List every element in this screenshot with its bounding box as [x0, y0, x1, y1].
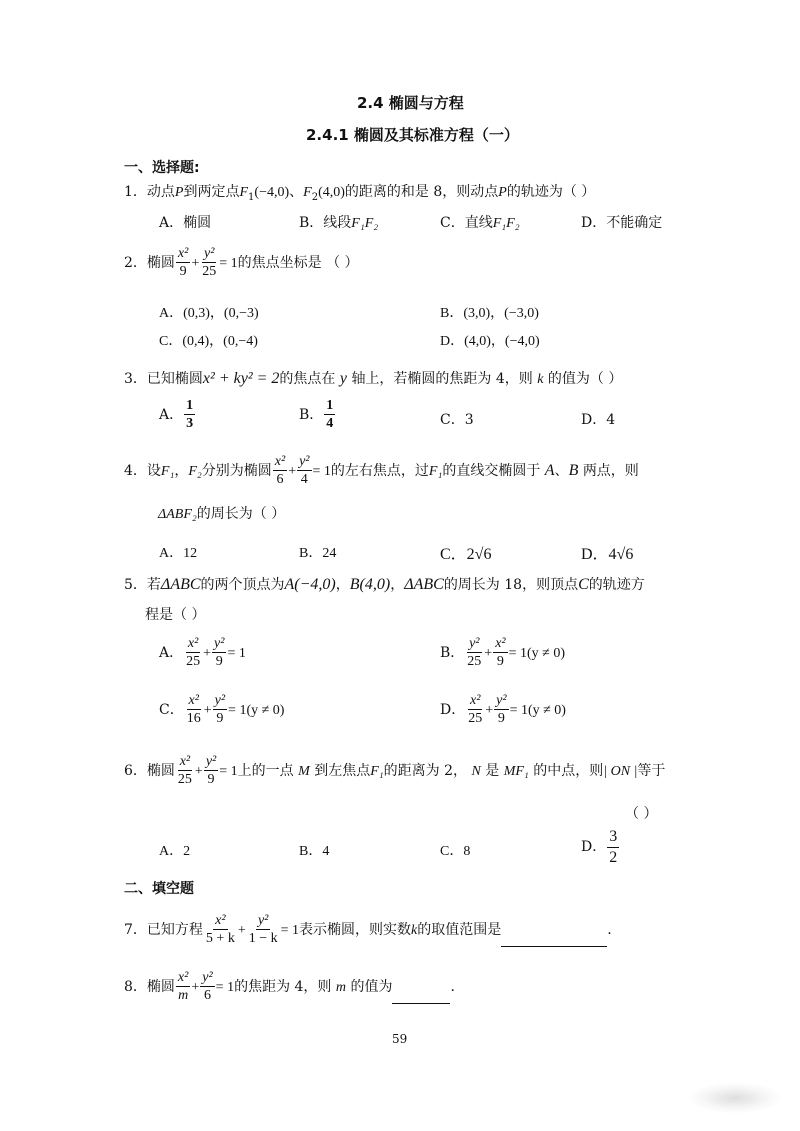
q6-answer-paren: （ ） — [625, 806, 658, 822]
q1-option-d[interactable]: D．不能确定 — [581, 215, 663, 231]
q2-option-d[interactable]: D．(4,0)，(−4,0) — [440, 334, 540, 349]
page-title: 2.4 椭圆与方程 — [357, 94, 464, 112]
q2-option-a[interactable]: A．(0,3)，(0,−3) — [159, 306, 259, 321]
fraction: $\frac{\text{x²}}{9}$ — [177, 246, 189, 280]
q6-option-c[interactable]: C．8 — [440, 844, 471, 859]
section-heading-fill: 二、填空题 — [124, 881, 194, 897]
q1-option-b[interactable]: B．线段F₁F₂ — [299, 215, 379, 231]
q4-option-a[interactable]: A．12 — [159, 546, 198, 561]
question-3: 3．已知椭圆x² + ky² = 2的焦点在 y 轴上，若椭圆的焦距为 4，则 k 的值为（ ） — [124, 370, 623, 387]
question-8: 8．椭圆 $\frac{\text{x²}}{m}$ + $\frac{\text{y²}}{6}$ = 1的焦距为 4，则 m 的值为 . — [124, 970, 455, 1004]
q1-option-c[interactable]: C．直线F₁F₂ — [440, 215, 520, 231]
q5-option-d[interactable]: D． $\frac{\text{x²}}{25}$ + $\frac{\text{y²}}{9}$ = 1(y ≠ 0) — [440, 693, 566, 727]
q4-option-d[interactable]: D．4√6 — [581, 546, 634, 563]
q3-option-c[interactable]: C．3 — [440, 412, 474, 428]
scan-smudge — [690, 1083, 780, 1113]
q8-answer-blank[interactable] — [392, 987, 450, 1004]
q3-option-d[interactable]: D．4 — [581, 412, 616, 428]
q3-option-a[interactable]: A． $\frac{1}{3}$ — [159, 398, 194, 432]
q4-option-b[interactable]: B．24 — [299, 546, 337, 561]
question-6: 6．椭圆 $\frac{\text{x²}}{25}$ + $\frac{\text{y²}}{9}$ = 1上的一点 M 到左焦点F₁的距离为 2， N 是 MF₁ 的中点，则| ON |等于 — [124, 754, 666, 788]
q2-option-b[interactable]: B．(3,0)，(−3,0) — [440, 306, 539, 321]
q2-option-c[interactable]: C．(0,4)，(0,−4) — [159, 334, 258, 349]
q6-option-a[interactable]: A．2 — [159, 844, 191, 859]
question-4: 4．设F₁，F₂分别为椭圆 $\frac{\text{x²}}{6}$ + $\frac{\text{y²}}{4}$ = 1的左右焦点，过F₁的直线交椭圆于 A、B 两点，则 — [124, 454, 639, 488]
fraction: $\frac{\text{y²}}{25}$ — [202, 246, 217, 280]
question-4-line2: ΔABF₂的周长为（ ） — [158, 506, 286, 522]
question-5: 5．若ΔABC的两个顶点为A(−4,0)，B(4,0)，ΔABC的周长为 18，则顶点C的轨迹方 — [124, 576, 645, 593]
section-subtitle: 2.4.1 椭圆及其标准方程（一） — [306, 126, 519, 144]
question-7: 7．已知方程 $\frac{\text{x²}}{5 + k}$ + $\frac{\text{y²}}{1 - k}$ = 1表示椭圆，则实数k的取值范围是 . — [124, 913, 612, 947]
q1-option-a[interactable]: A．椭圆 — [159, 215, 212, 231]
question-1: 1．动点P到两定点$F_1(-4,0)$、$F_2(4,0)$的距离的和是 8，则动点P的轨迹为（ ） — [124, 184, 596, 203]
q7-answer-blank[interactable] — [501, 930, 607, 947]
question-5-line2: 程是（ ） — [145, 607, 206, 623]
q5-option-c[interactable]: C． $\frac{\text{x²}}{16}$ + $\frac{\text{y²}}{9}$ = 1(y ≠ 0) — [159, 693, 285, 727]
q4-option-c[interactable]: C．2√6 — [440, 546, 492, 563]
q3-option-b[interactable]: B． $\frac{1}{4}$ — [299, 398, 334, 432]
q6-option-d[interactable]: D． $\frac{3}{2}$ — [581, 828, 618, 866]
q6-option-b[interactable]: B．4 — [299, 844, 330, 859]
var-p: P — [174, 185, 184, 200]
q5-option-a[interactable]: A． $\frac{\text{x²}}{25}$ + $\frac{\text{y²}}{9}$ = 1 — [159, 636, 246, 670]
question-2: 2．椭圆 $\frac{\text{x²}}{9}$ + $\frac{\text{y²}}{25}$ = 1的焦点坐标是 （ ） — [124, 246, 359, 280]
page-number: 59 — [392, 1032, 408, 1046]
q5-option-b[interactable]: B． $\frac{\text{y²}}{25}$ + $\frac{\text{x²}}{9}$ = 1(y ≠ 0) — [440, 636, 566, 670]
section-heading-choice: 一、选择题: — [124, 160, 200, 176]
